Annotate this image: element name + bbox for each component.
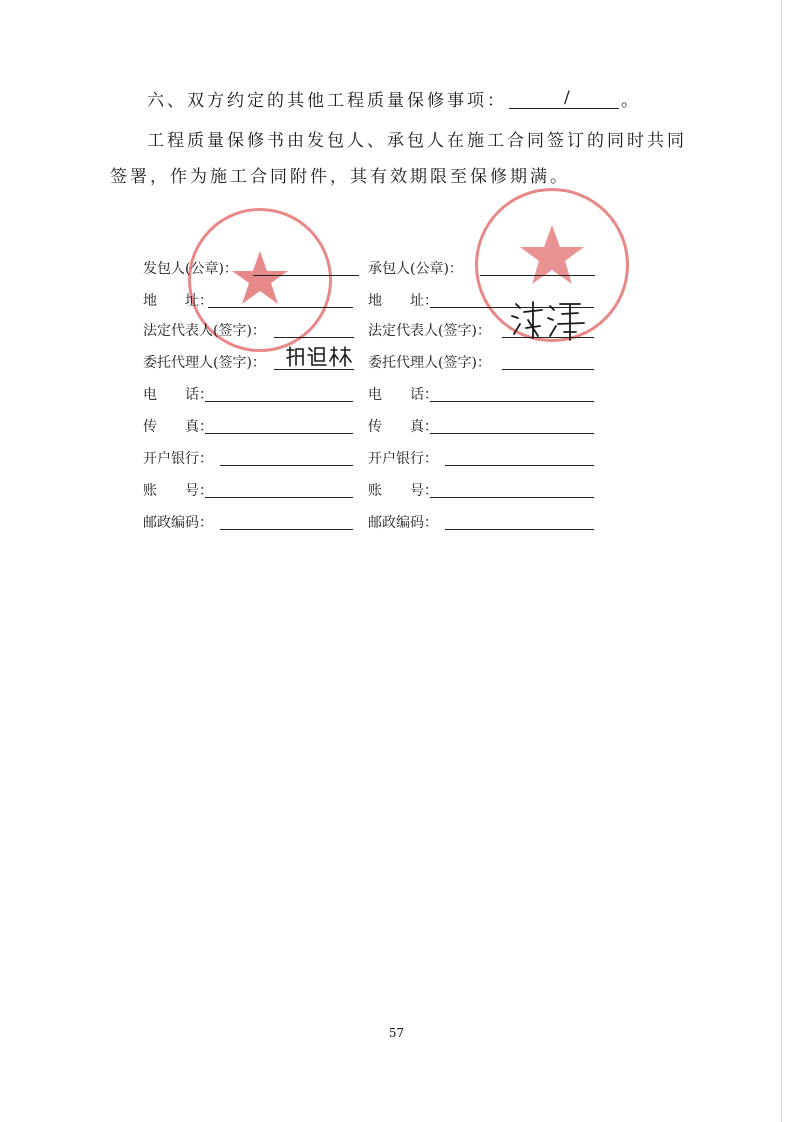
employer-postcode-label: 邮政编码： [143, 515, 213, 531]
contractor-seal-line [480, 275, 595, 276]
employer-legal-rep-line [274, 337, 354, 338]
contractor-legal-rep-label: 法定代表人(签字)： [368, 323, 491, 339]
employer-address-label: 地 址： [143, 293, 213, 309]
employer-account-label: 账 号： [143, 483, 213, 499]
contractor-bank-label: 开户银行： [368, 451, 438, 467]
employer-account-line [205, 497, 353, 498]
employer-fax-line [205, 433, 353, 434]
employer-bank-line [220, 465, 353, 466]
employer-address-line [208, 307, 353, 308]
employer-seal-label: 发包人(公章)： [143, 261, 238, 277]
clause-six-blank-value: / [564, 88, 573, 108]
employer-agent-signature [284, 344, 354, 370]
employer-seal-line [253, 275, 359, 276]
closing-paragraph-line1: 工程质量保修书由发包人、承包人在施工合同签订的同时共同 [147, 131, 687, 151]
contractor-account-line [430, 497, 594, 498]
employer-bank-label: 开户银行： [143, 451, 213, 467]
contractor-fax-label: 传 真： [368, 419, 438, 435]
contractor-legal-rep-signature [506, 296, 588, 344]
contractor-postcode-label: 邮政编码： [368, 515, 438, 531]
contractor-account-label: 账 号： [368, 483, 438, 499]
contractor-agent-line [502, 369, 594, 370]
clause-six-text: 六、双方约定的其他工程质量保修事项： [147, 91, 507, 111]
contractor-bank-line [445, 465, 594, 466]
contractor-agent-label: 委托代理人(签字)： [368, 355, 491, 371]
employer-postcode-line [220, 529, 353, 530]
employer-phone-line [205, 401, 353, 402]
employer-fax-label: 传 真： [143, 419, 213, 435]
contractor-fax-line [430, 433, 594, 434]
contractor-address-label: 地 址： [368, 293, 438, 309]
contractor-phone-line [430, 401, 594, 402]
contractor-seal-label: 承包人(公章)： [368, 261, 463, 277]
clause-six-end-mark: 。 [621, 91, 641, 111]
clause-six [147, 86, 641, 111]
employer-signature-strokes [284, 344, 354, 370]
employer-agent-label: 委托代理人(签字)： [143, 355, 266, 371]
closing-paragraph-line2: 签署，作为施工合同附件，其有效期限至保修期满。 [110, 167, 570, 187]
page-edge-line [781, 0, 782, 1122]
contractor-signature-strokes [506, 296, 588, 344]
employer-legal-rep-label: 法定代表人(签字)： [143, 323, 266, 339]
clause-six-blank [509, 90, 619, 109]
page-number: 57 [388, 1026, 405, 1040]
contractor-postcode-line [445, 529, 594, 530]
employer-phone-label: 电 话： [143, 387, 213, 403]
contractor-phone-label: 电 话： [368, 387, 438, 403]
